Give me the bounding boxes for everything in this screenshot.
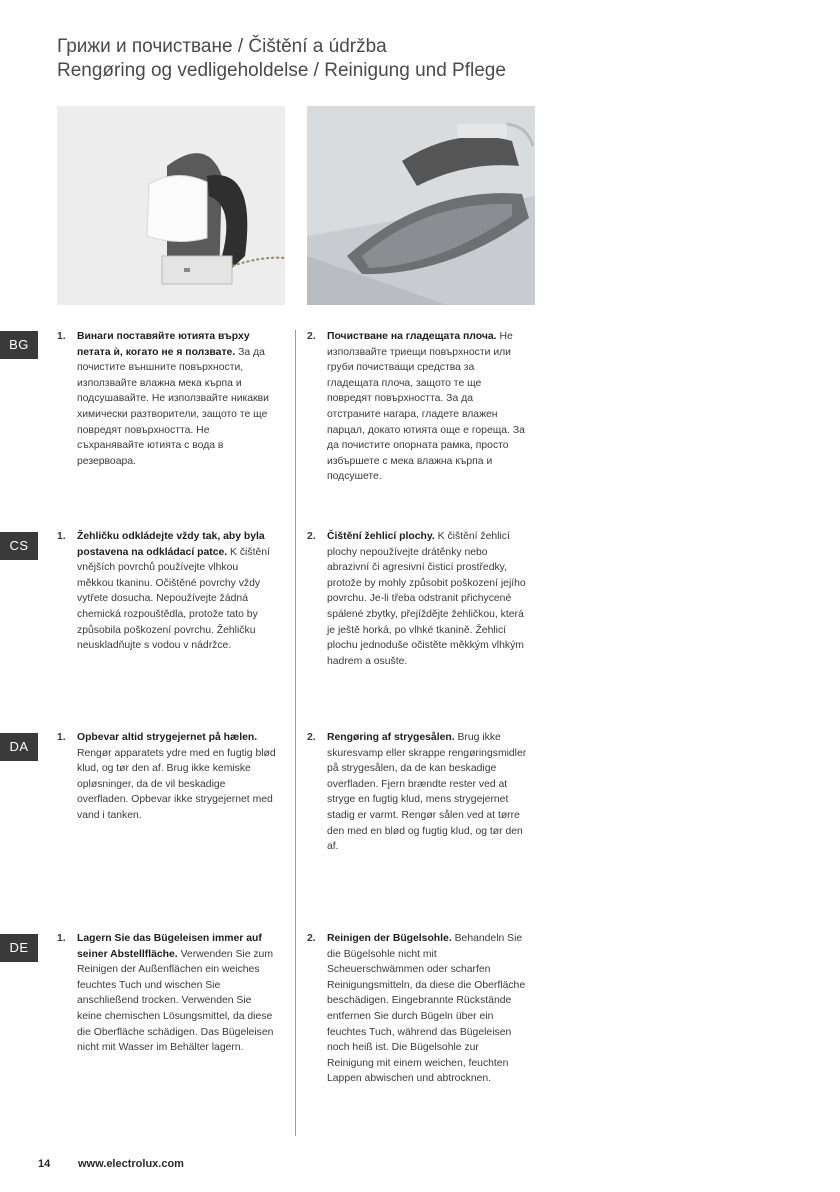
step-number: 2. xyxy=(307,531,316,542)
step-body: За да почистите външните повърхности, използвайте влажна мека кърпа и подсушавайте. Не използвайте никакви химически разтворители, защото те ще повредят повърхността. Не съхранявайте ютията с вода в резервоара. xyxy=(77,346,269,467)
step-heading: Винаги поставяйте ютията върху петата ѝ, когато не я ползвате. xyxy=(77,331,250,358)
step-number: 1. xyxy=(57,331,66,342)
step-da-1 xyxy=(57,730,277,824)
title-line-1: Грижи и почистване / Čištění a údržba xyxy=(57,36,387,57)
step-body: Behandeln Sie die Bügelsohle nicht mit Scheuerschwämmen oder scharfen Reinigungsmitteln, da diese die Oberfläche beschädigen. Eingebrannte Rückstände entfernen Sie durch Bügeln über ein feuchtes Tuch, während das Bügeleisen noch heiß ist. Die Bügelsohle zur Reinigung mit einem weichen, feuchten Lappen abwischen und abtrocknen. xyxy=(327,933,526,1085)
page-title xyxy=(57,35,506,83)
footer-url[interactable]: www.electrolux.com xyxy=(78,1158,184,1170)
step-heading: Čištění žehlicí plochy. xyxy=(327,531,435,542)
step-body: Verwenden Sie zum Reinigen der Außenflächen ein weiches feuchtes Tuch und wischen Sie anschließend trocken. Verwenden Sie keine chemischen Lösungsmittel, da diese die Oberfläche schädigen. Das Bügeleisen nicht mit Wasser im Behälter lagern. xyxy=(77,948,274,1054)
step-heading: Žehličku odkládejte vždy tak, aby byla postavena na odkládací patce. xyxy=(77,531,265,558)
step-cs-2 xyxy=(307,529,527,669)
step-heading: Reinigen der Bügelsohle. xyxy=(327,933,452,944)
step-heading: Почистване на гладещата плоча. xyxy=(327,331,497,342)
step-de-2 xyxy=(307,931,527,1087)
step-number: 1. xyxy=(57,933,66,944)
step-de-1 xyxy=(57,931,277,1056)
step-bg-1 xyxy=(57,329,277,469)
step-number: 1. xyxy=(57,732,66,743)
page-number: 14 xyxy=(38,1158,51,1170)
photo-iron-soleplate-cleaning xyxy=(307,106,535,305)
step-body: K čištění vnějších povrchů používejte vlhkou měkkou tkaninu. Očištěné povrchy vždy vytřete dosucha. Nepoužívejte žádná chemická rozpouštědla, protože tato by způsobila poškození povrchu. Žehličku neuskladňujte s vodou v nádržce. xyxy=(77,546,270,652)
language-badge-cs: CS xyxy=(0,532,38,560)
language-badge-de: DE xyxy=(0,934,38,962)
step-heading: Rengøring af strygesålen. xyxy=(327,732,455,743)
column-divider xyxy=(295,330,296,1136)
step-number: 2. xyxy=(307,732,316,743)
step-heading: Opbevar altid strygejernet på hælen. xyxy=(77,732,258,743)
step-number: 2. xyxy=(307,331,316,342)
step-bg-2 xyxy=(307,329,527,485)
photo-iron-heel-cleaning xyxy=(57,106,285,305)
step-body: Не използвайте триещи повърхности или груби почистващи средства за гладещата плоча, защото те ще повредят повърхността. За да отстраните нагара, гладете влажен парцал, докато ютията още е гореща. За да почистите опорната рамка, просто избършете с мека влажна кърпа и подсушете. xyxy=(327,331,525,483)
title-line-2: Rengøring og vedligeholdelse / Reinigung und Pflege xyxy=(57,60,506,81)
step-body: Rengør apparatets ydre med en fugtig blød klud, og tør den af. Brug ikke kemiske opløsninger, da de vil beskadige overfladen. Opbevar ikke strygejernet med vand i tanken. xyxy=(77,747,276,821)
step-da-2 xyxy=(307,730,527,855)
step-number: 2. xyxy=(307,933,316,944)
step-body: K čištění žehlicí plochy nepoužívejte drátěnky nebo abrazivní či agresivní čisticí prostředky, protože by mohly způsobit poškození jejího povrchu. Je-li třeba odstranit přichycené spálené zbytky, přejíždějte žehličkou, která je ještě horká, po vlhké tkanině. Žehlicí plochu jednoduše očistěte měkkým vlhkým hadrem a osušte. xyxy=(327,531,526,667)
step-cs-1 xyxy=(57,529,277,654)
step-body: Brug ikke skuresvamp eller skrappe rengøringsmidler på strygesålen, da de kan beskadige overfladen. Fjern brændte rester ved at stryge en fugtig klud, mens strygejernet stadig er varmt. Rengør sålen ved at tørre den med en blød og fugtig klud, og tør den af. xyxy=(327,732,527,853)
step-heading: Lagern Sie das Bügeleisen immer auf seiner Abstellfläche. xyxy=(77,933,262,960)
language-badge-da: DA xyxy=(0,733,38,761)
language-badge-bg: BG xyxy=(0,331,38,359)
step-number: 1. xyxy=(57,531,66,542)
